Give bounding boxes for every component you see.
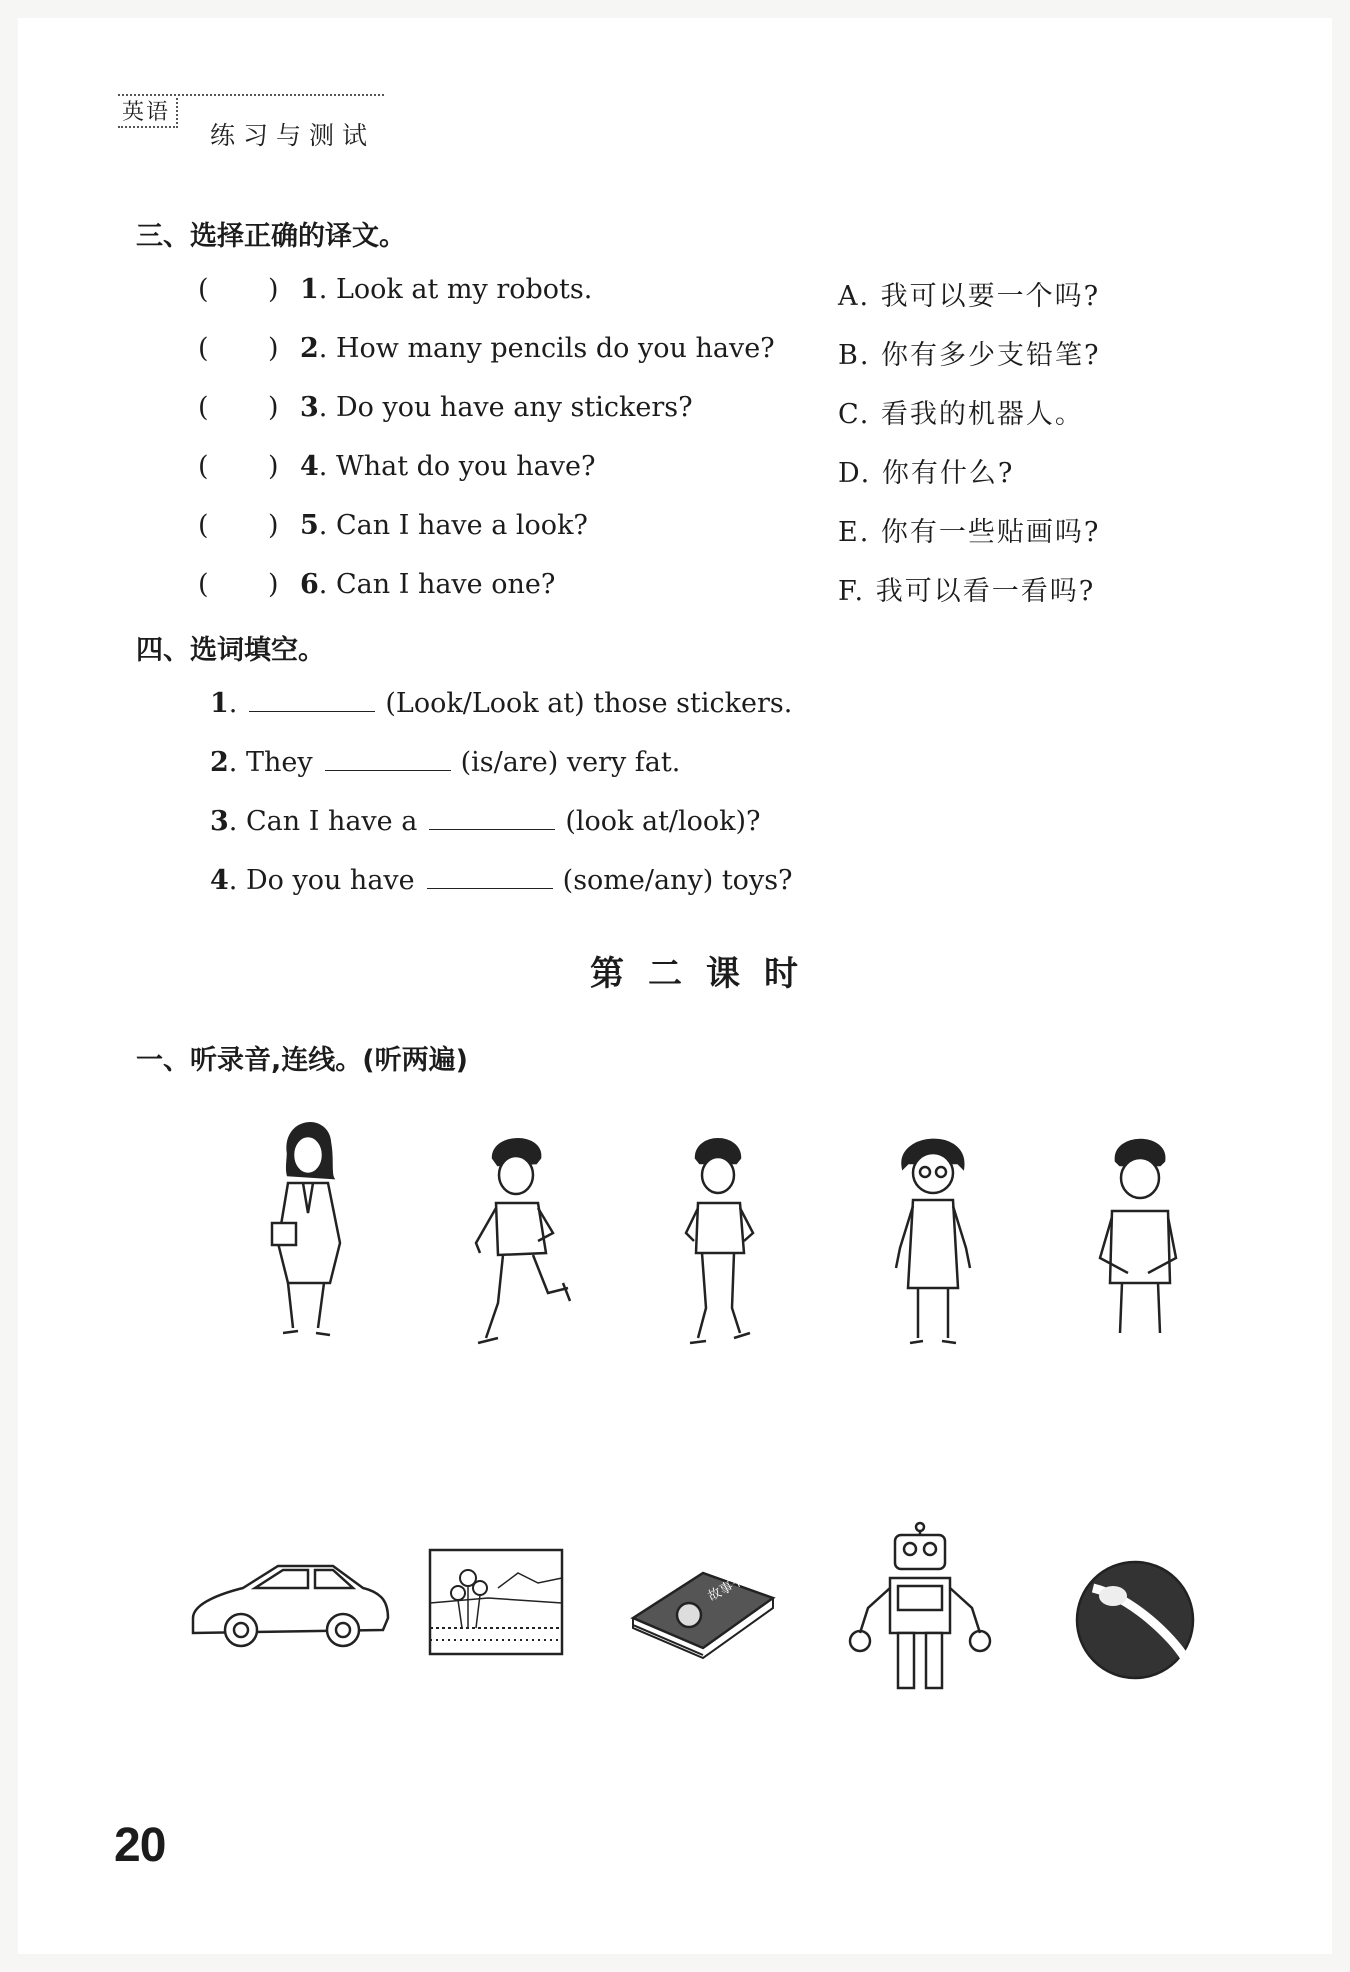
question-number: 6 <box>300 569 319 600</box>
answer-bracket[interactable]: ( ) <box>198 451 279 482</box>
answer-blank[interactable] <box>249 687 375 712</box>
fill-item: 3. Can I have a (look at/look)? <box>210 806 761 837</box>
question-text: . How many pencils do you have? <box>318 333 775 364</box>
ball-icon[interactable] <box>1073 1558 1198 1683</box>
car-icon[interactable] <box>183 1548 393 1658</box>
option-c: C. 看我的机器人。 <box>838 399 1084 430</box>
answer-blank[interactable] <box>429 805 555 830</box>
option-b: B. 你有多少支铅笔? <box>838 340 1101 371</box>
section-1-title: 一、听录音,连线。(听两遍) <box>136 1045 468 1076</box>
question-number: 2 <box>300 333 319 364</box>
question-text: . Can I have one? <box>318 569 556 600</box>
robot-icon[interactable] <box>840 1523 1000 1698</box>
storybook-label: 故事书 <box>705 1572 748 1605</box>
running-boy-icon[interactable] <box>458 1133 578 1363</box>
question-number: 4 <box>300 451 319 482</box>
question-text: . Can I have a look? <box>318 510 588 541</box>
answer-bracket[interactable]: ( ) <box>198 333 279 364</box>
question-number: 3 <box>300 392 319 423</box>
question-text: . Look at my robots. <box>318 274 593 305</box>
header-subject: 英语 <box>118 98 178 128</box>
answer-blank[interactable] <box>325 746 451 771</box>
section-4-title: 四、选词填空。 <box>136 635 325 666</box>
fill-item: 2. They (is/are) very fat. <box>210 747 681 778</box>
lesson-title: 第二课时 <box>590 954 822 994</box>
option-f: F. 我可以看一看吗? <box>838 576 1096 607</box>
answer-blank[interactable] <box>427 864 553 889</box>
workbook-page <box>18 18 1332 1954</box>
option-a: A. 我可以要一个吗? <box>838 281 1101 312</box>
answer-bracket[interactable]: ( ) <box>198 274 279 305</box>
question-number: 1 <box>300 274 319 305</box>
walking-boy-icon[interactable] <box>668 1133 768 1363</box>
picture-icon[interactable] <box>428 1548 564 1658</box>
page-number: 20 <box>114 1819 166 1872</box>
option-e: E. 你有一些贴画吗? <box>838 517 1101 548</box>
boy-icon[interactable] <box>1088 1133 1188 1363</box>
question-text: . Do you have any stickers? <box>318 392 693 423</box>
woman-teacher-icon[interactable] <box>258 1113 358 1363</box>
fill-item: 4. Do you have (some/any) toys? <box>210 865 793 896</box>
section-3-title: 三、选择正确的译文。 <box>136 221 406 252</box>
girl-icon[interactable] <box>878 1128 988 1358</box>
storybook-icon[interactable] <box>623 1553 783 1663</box>
header-book-title: 练习与测试 <box>210 121 376 150</box>
question-number: 5 <box>300 510 319 541</box>
answer-bracket[interactable]: ( ) <box>198 569 279 600</box>
option-d: D. 你有什么? <box>838 458 1015 489</box>
fill-item: 1. (Look/Look at) those stickers. <box>210 688 793 719</box>
question-text: . What do you have? <box>318 451 596 482</box>
answer-bracket[interactable]: ( ) <box>198 392 279 423</box>
header-rule <box>118 94 384 96</box>
answer-bracket[interactable]: ( ) <box>198 510 279 541</box>
